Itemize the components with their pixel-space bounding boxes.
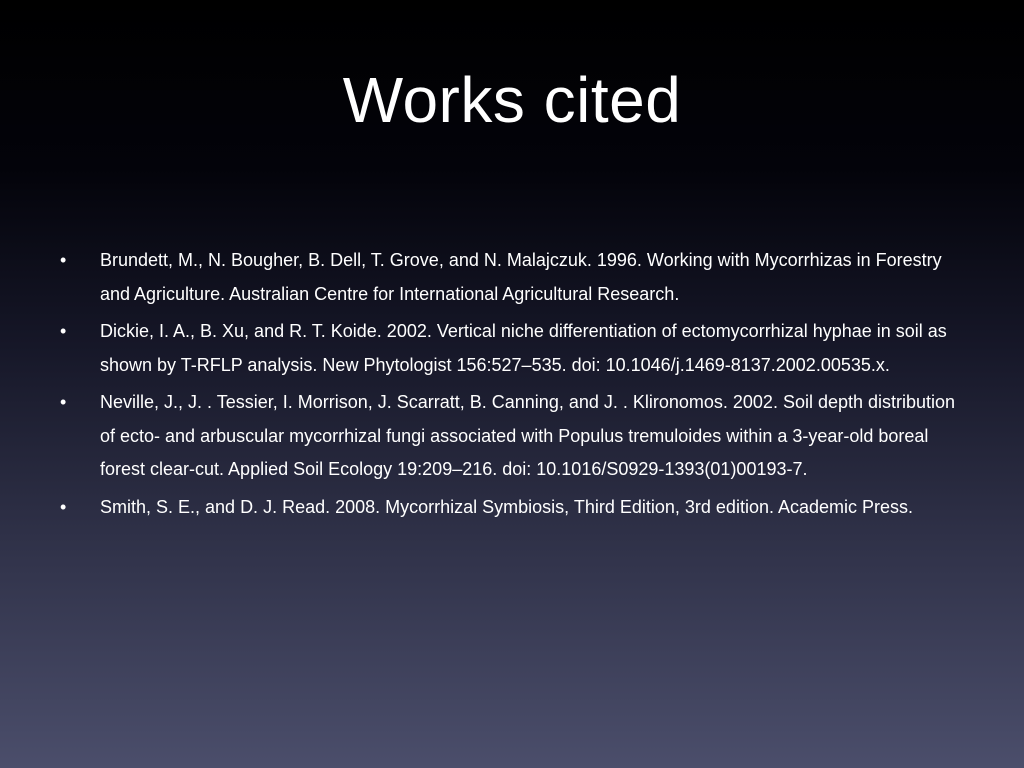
reference-item bbox=[60, 244, 960, 311]
bullet-icon: • bbox=[60, 496, 67, 517]
reference-text: Brundett, M., N. Bougher, B. Dell, T. Grove, and N. Malajczuk. 1996. Working with Mycorrhizas in Forestry and Agriculture. Australian Centre for International Agricultural Research. bbox=[100, 250, 942, 304]
reference-item bbox=[60, 386, 960, 487]
reference-text: Dickie, I. A., B. Xu, and R. T. Koide. 2002. Vertical niche differentiation of ectomycorrhizal hyphae in soil as shown by T-RFLP analysis. New Phytologist 156:527–535. doi: 10.1046/j.1469-8137.2002.00535.x. bbox=[100, 321, 947, 375]
bullet-icon: • bbox=[60, 321, 67, 341]
bullet-icon: • bbox=[60, 392, 67, 412]
slide-title: Works cited bbox=[342, 64, 682, 136]
reference-item bbox=[60, 491, 960, 525]
reference-list bbox=[60, 244, 960, 528]
bullet-icon: • bbox=[60, 250, 67, 270]
reference-item bbox=[60, 315, 960, 382]
reference-text: Neville, J., J. . Tessier, I. Morrison, J. Scarratt, B. Canning, and J. . Klironomos. 2002. Soil depth distribution of ecto- and arbuscular mycorrhizal fungi associated with Populus tremuloides within a 3-year-old boreal forest clear-cut. Applied Soil Ecology 19:209–216. doi: 10.1016/S0929-1393(01)00193-7. bbox=[100, 392, 956, 479]
reference-text: Smith, S. E., and D. J. Read. 2008. Mycorrhizal Symbiosis, Third Edition, 3rd edition. Academic Press. bbox=[100, 496, 914, 517]
